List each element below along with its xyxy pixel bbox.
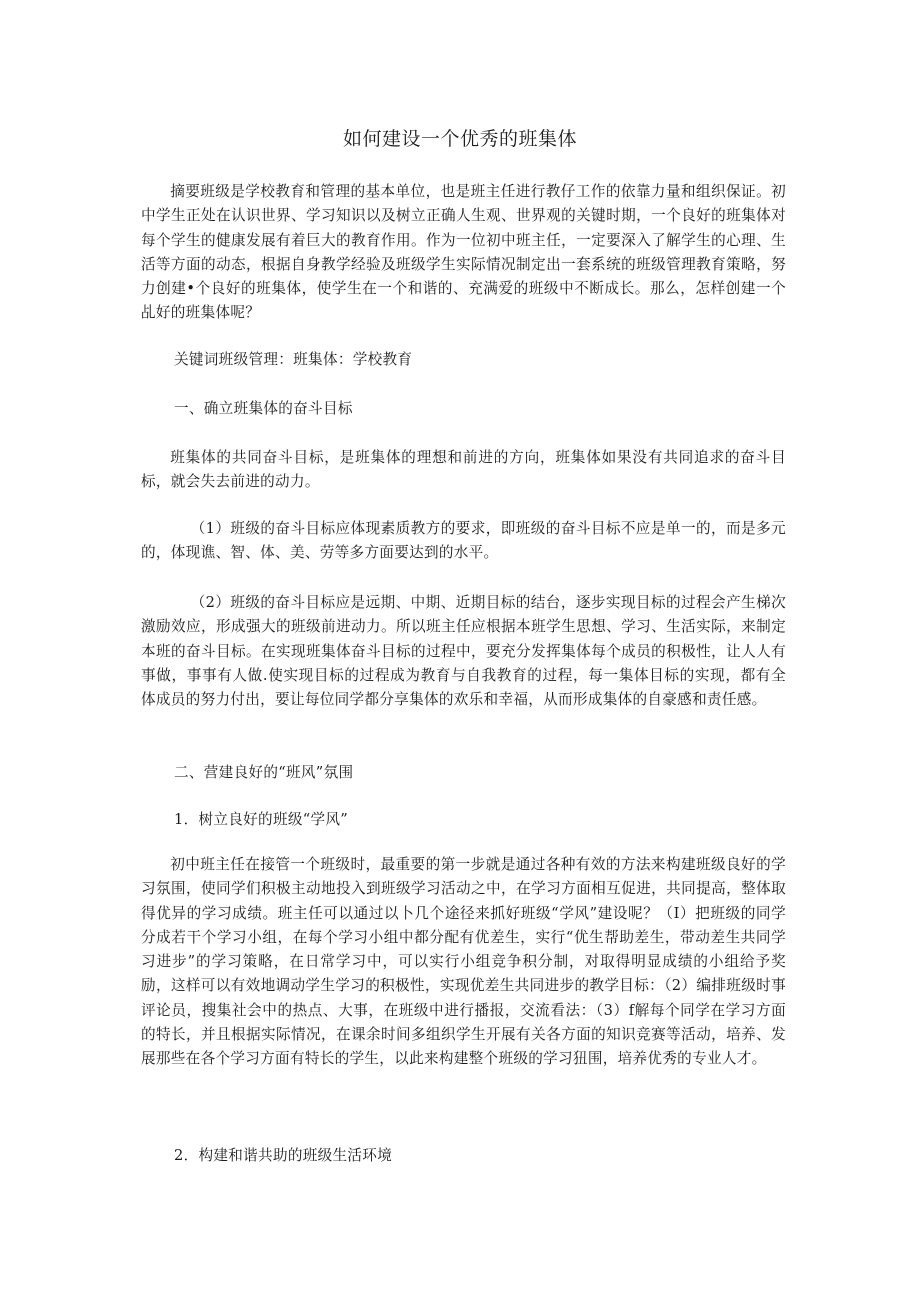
section-1-intro-paragraph: 班集体的共同奋斗目标，是班集体的理想和前进的方向，班集体如果没有共同追求的奋斗目标，就会失去前进的动力。 [141, 449, 786, 491]
point-1-paragraph: （1）班级的奋斗目标应体现素质教方的要求，即班级的奋斗目标不应是单一的，而是多元的，体现谯、智、体、美、劳等多方面要达到的水平。 [141, 520, 786, 562]
document-title: 如何建设一个优秀的班集体 [342, 128, 577, 150]
point-2-paragraph: （2）班级的奋斗目标应是远期、中期、近期目标的结台，逐步实现目标的过程会产生梯次激励效应，形成强大的班级前进动力。所以班主任应根据本班学生思想、学习、生活实际，来制定本班的奋斗目标。在实现班集体奋斗目标的过程中，要充分发挥集体每个成员的积极性，让人人有事做，事事有人做.使实现目标的过程成为教育与自我教育的过程，每一集体目标的实现，都有全体成员的努力付出，要让每位同学都分享集体的欢乐和幸福，从而形成集体的自豪感和责任感。 [141, 594, 786, 709]
subsection-2-heading: 2．构建和谐共助的班级生活环境 [174, 1147, 393, 1164]
abstract-paragraph: 摘要班级是学校教育和管理的基本单位，也是班主任进行教仔工作的依靠力量和组织保证。初中学生正处在认识世界、学习知识以及树立正确人生观、世界观的关键时期，一个良好的班集体对每个学生的健康发展有着巨大的教育作用。作为一位初中班主任，一定要深入了解学生的心理、生活等方面的动态，根据自身教学经验及班级学生实际情况制定出一套系统的班级管理教育策略，努力创建•个良好的班集体，使学生在一个和谐的、充满爱的班级中不断成长。那么，怎样创建一个乩好的班集体呢？ [141, 183, 786, 322]
keywords-line: 关键词班级管理：班集体：学校教育 [174, 351, 413, 368]
subsection-1-paragraph: 初中班主任在接管一个班级时，最重要的第一步就是通过各种有效的方法来构建班级良好的学习氛围，使同学们积极主动地投入到班级学习活动之中，在学习方面相互促进，共同提高，整体取得优异的学习成绩。班主任可以通过以卜几个途径来抓好班级“学风”建设呢？（I）把班级的同学分成若干个学习小组，在每个学习小组中都分配有优差生，实行“优生帮助差生，带动差生共同学习进步”的学习策略，在日常学习中，可以实行小组竞争积分制，对取得明显成绩的小组给予奖励，这样可以有效地调动学生学习的积极性，实现优差生共同进步的教学目标：（2）编排班级时事评论员，搜集社会中的热点、大事，在班级中进行播报，交流看法：（3）f解每个同学在学习方面的特长，并且根据实际情况，在课余时间多组织学生开展有关各方面的知识竞赛等活动，培养、发展那些在各个学习方面有特长的学生，以此来构建整个班级的学习狃围，培养优秀的专业人才。 [141, 856, 786, 1068]
section-1-heading: 一、确立班集体的奋斗目标 [174, 400, 353, 417]
section-2-heading: 二、营建良好的“班风”氛围 [174, 764, 354, 781]
subsection-1-heading: 1．树立良好的班级“学风” [174, 811, 349, 828]
